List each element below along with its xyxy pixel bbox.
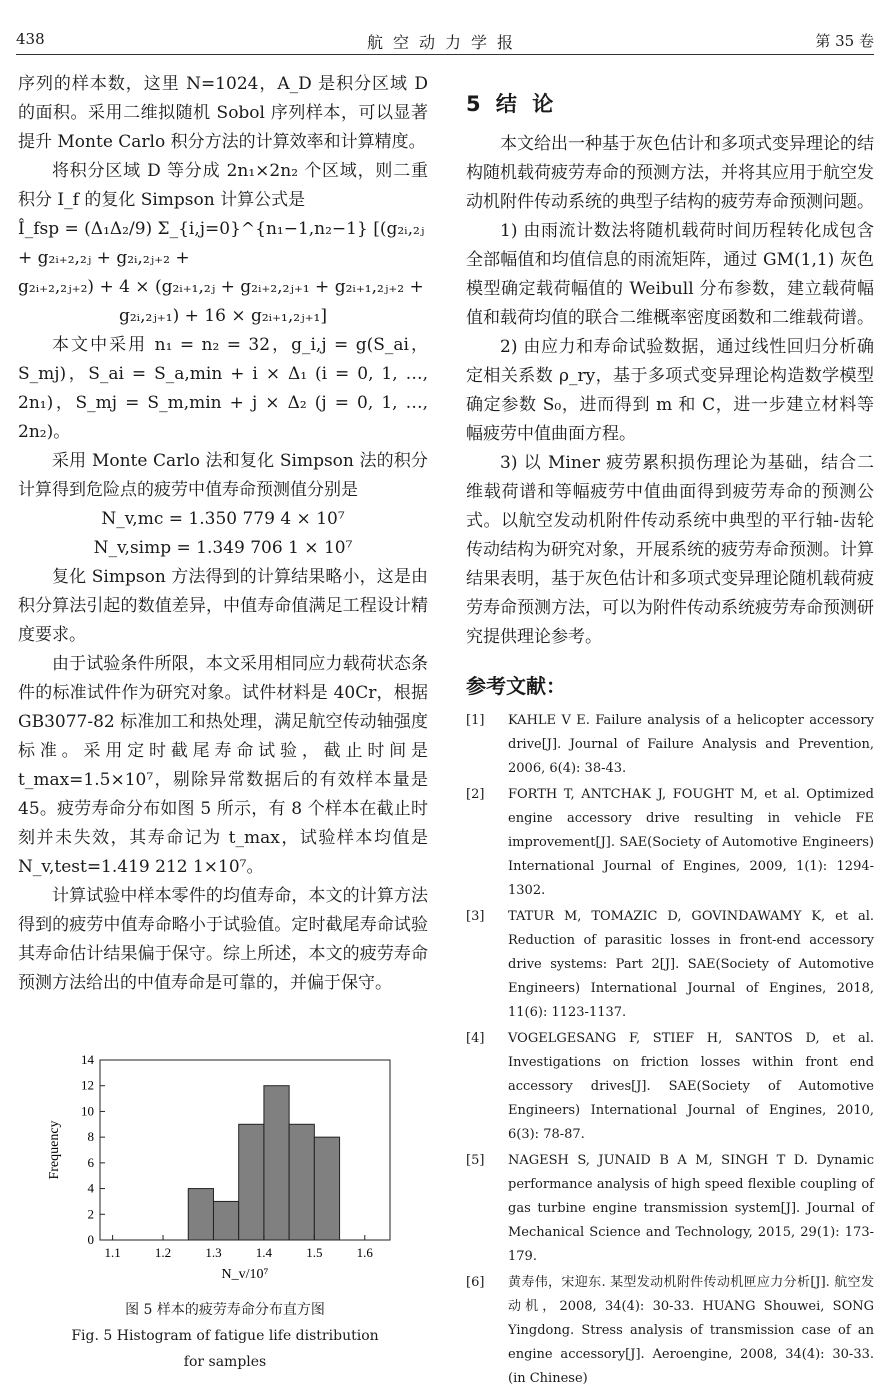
y-tick-label: 10: [81, 1103, 94, 1119]
reference-text: TATUR M, TOMAZIC D, GOVINDAWAMY K, et al. Reduction of parasitic losses in front-end accessory drive systems: Part 2[J]. SAE(Society of Automotive Engineers) International Journal of Engines, 2018, 11(6): 1123-1137.: [508, 909, 874, 1020]
histogram-bar: [289, 1124, 314, 1240]
x-tick-label: 1.2: [154, 1245, 172, 1260]
left-column: [18, 70, 428, 998]
page-number: 438: [16, 30, 45, 48]
y-tick-label: 6: [87, 1154, 94, 1170]
reference-text: VOGELGESANG F, STIEF H, SANTOS D, et al. Investigations on friction losses within front end accessory drives[J]. SAE(Society of Automotive Engineers) International Journal of Engines, 2010, 6(3): 78-87.: [508, 1031, 874, 1142]
y-tick-label: 14: [81, 1052, 94, 1067]
figure-5: [40, 1050, 410, 1375]
paragraph-conclusion-3: 3) 以 Miner 疲劳累积损伤理论为基础，结合二维载荷谱和等幅疲劳中值曲面得到疲劳寿命的预测公式。以航空发动机附件传动系统中典型的平行轴-齿轮传动结构为研究对象，开展系统的疲劳寿命预测。计算结果表明，基于灰色估计和多项式变异理论随机载荷疲劳寿命预测方法，可以为附件传动系统疲劳寿命预测研究提供理论参考。: [466, 453, 874, 647]
y-tick-label: 12: [81, 1077, 94, 1093]
reference-item: [466, 1027, 874, 1147]
x-axis-label: N_v/10⁷: [221, 1267, 269, 1282]
paragraph-conclusion-2: 2) 由应力和寿命试验数据，通过线性回归分析确定相关系数 ρ_ry，基于多项式变异理论构造数学模型确定参数 S₀，进而得到 m 和 C，进一步建立材料等幅疲劳中值曲面方程。: [466, 337, 874, 444]
y-tick-label: 8: [87, 1129, 94, 1145]
histogram-bar: [314, 1137, 339, 1240]
paragraph-results-intro: 采用 Monte Carlo 法和复化 Simpson 法的积分计算得到危险点的疲劳中值寿命预测值分别是: [18, 451, 428, 500]
reference-number: [5]: [466, 1153, 485, 1168]
x-tick-label: 1.5: [306, 1245, 323, 1260]
figure-caption-cn: 图 5 样本的疲劳寿命分布直方图: [125, 1302, 325, 1318]
figure-caption-en-2: for samples: [183, 1354, 267, 1370]
formula-nv-mc: N_v,mc = 1.350 779 4 × 10⁷: [101, 509, 345, 529]
reference-text: KAHLE V E. Failure analysis of a helicopter accessory drive[J]. Journal of Failure Analysis and Prevention, 2006, 6(4): 38-43.: [508, 713, 874, 776]
right-column: [466, 70, 874, 1393]
paragraph-conclusion-summary: 本文给出一种基于灰色估计和多项式变异理论的结构随机载荷疲劳寿命的预测方法，并将其应用于航空发动机附件传动系统的典型子结构的疲劳寿命预测问题。: [466, 134, 874, 212]
paragraph-simpson-discussion: 复化 Simpson 方法得到的计算结果略小，这是由积分算法引起的数值差异，中值寿命值满足工程设计精度要求。: [18, 567, 428, 645]
reference-item: [466, 709, 874, 781]
formula-simpson-line-2: g₂ᵢ₊₂,₂ⱼ₊₂) + 4 × (g₂ᵢ₊₁,₂ⱼ + g₂ᵢ₊₂,₂ⱼ₊₁ + g₂ᵢ₊₁,₂ⱼ₊₂ +: [18, 277, 424, 297]
paragraph-conclusion-1: 1) 由雨流计数法将随机载荷时间历程转化成包含全部幅值和均值信息的雨流矩阵，通过 GM(1,1) 灰色模型确定载荷幅值的 Weibull 分布参数，建立载荷幅值和载荷均值的联合二维概率密度函数和二维载荷谱。: [466, 221, 874, 328]
references-list: [466, 709, 874, 1391]
paragraph-conclusion-left: 计算试验中样本零件的均值寿命，本文的计算方法得到的疲劳中值寿命略小于试验值。定时截尾寿命试验其寿命估计结果偏于保守。综上所述，本文的疲劳寿命预测方法给出的中值寿命是可靠的，并偏于保守。: [18, 886, 428, 993]
histogram-bar: [188, 1189, 213, 1240]
histogram-bar: [213, 1201, 238, 1240]
reference-number: [4]: [466, 1031, 485, 1046]
x-tick-label: 1.6: [356, 1245, 373, 1260]
reference-item: [466, 1149, 874, 1269]
paragraph-parameters: 本文中采用 n₁ = n₂ = 32，g_i,j = g(S_ai，S_mj)，S_ai = S_a,min + i × Δ₁ (i = 0, 1, …, 2n₁)，S_mj = S_m,min + j × Δ₂ (j = 0, 1, …, 2n₂)。: [18, 335, 428, 442]
references-title: 参考文献：: [466, 674, 566, 698]
journal-name: 航空动力学报: [366, 33, 523, 52]
reference-number: [2]: [466, 787, 485, 802]
reference-text: NAGESH S, JUNAID B A M, SINGH T D. Dynamic performance analysis of high speed flexible coupling of gas turbine engine transmission system[J]. Journal of Mechanical Science and Technology, 2015, 29(1): 173-179.: [508, 1153, 874, 1264]
reference-text: 黄寿伟，宋迎东. 某型发动机附件传动机匣应力分析[J]. 航空发动机，2008, 34(4): 30-33. HUANG Shouwei, SONG Yingdong. Stress analysis of transmission case of an engine accessory[J]. Aeroengine, 2008, 34(4): 30-33. (in Chinese): [508, 1275, 874, 1386]
reference-number: [1]: [466, 713, 485, 728]
formula-nv-simp: N_v,simp = 1.349 706 1 × 10⁷: [93, 538, 353, 558]
reference-item: [466, 1271, 874, 1391]
histogram-bar: [239, 1124, 264, 1240]
y-axis-label: Frequency: [47, 1120, 62, 1180]
paragraph-test-conditions: 由于试验条件所限，本文采用相同应力载荷状态条件的标准试件作为研究对象。试件材料是 40Cr，根据 GB3077-82 标准加工和热处理，满足航空传动轴强度标准。采用定时截尾寿命试验，截止时间是 t_max=1.5×10⁷，剔除异常数据后的有效样本量是 45。疲劳寿命分布如图 5 所示，有 8 个样本在截止时刻并未失效，其寿命记为 t_max，试验样本均值是 N_v,test=1.419 212 1×10⁷。: [18, 654, 428, 877]
x-tick-label: 1.3: [205, 1245, 222, 1260]
section-title-conclusion: 5 结 论: [466, 92, 558, 116]
formula-simpson-line-3: g₂ᵢ,₂ⱼ₊₁) + 16 × g₂ᵢ₊₁,₂ⱼ₊₁]: [118, 306, 328, 326]
reference-number: [6]: [466, 1275, 485, 1290]
reference-number: [3]: [466, 909, 485, 924]
reference-text: FORTH T, ANTCHAK J, FOUGHT M, et al. Optimized engine accessory drive resulting in vehicle FE improvement[J]. SAE(Society of Automotive Engineers) International Journal of Engines, 2009, 1(1): 1294-1302.: [508, 787, 874, 898]
paragraph-sample-count: 序列的样本数，这里 N=1024，A_D 是积分区域 D 的面积。采用二维拟随机 Sobol 序列样本，可以显著提升 Monte Carlo 积分方法的计算效率和计算精度。: [18, 74, 428, 152]
figure-caption-en-1: Fig. 5 Histogram of fatigue life distribution: [71, 1328, 379, 1344]
reference-item: [466, 905, 874, 1025]
y-tick-label: 4: [87, 1180, 94, 1196]
volume-label: 第 35 卷: [815, 32, 874, 50]
histogram-chart: [40, 1050, 410, 1285]
formula-simpson-line-1: Î_fsp = (Δ₁Δ₂/9) Σ_{i,j=0}^{n₁−1,n₂−1} [(g₂ᵢ,₂ⱼ + g₂ᵢ₊₂,₂ⱼ + g₂ᵢ,₂ⱼ₊₂ +: [18, 219, 425, 268]
y-tick-label: 2: [87, 1206, 94, 1222]
reference-item: [466, 783, 874, 903]
x-tick-label: 1.4: [255, 1245, 273, 1260]
paragraph-simpson-intro: 将积分区域 D 等分成 2n₁×2n₂ 个区域，则二重积分 I_f 的复化 Simpson 计算公式是: [18, 161, 428, 210]
x-tick-label: 1.1: [104, 1245, 121, 1260]
page-header: [16, 26, 874, 55]
y-tick-label: 0: [87, 1232, 94, 1247]
histogram-bar: [264, 1086, 289, 1240]
